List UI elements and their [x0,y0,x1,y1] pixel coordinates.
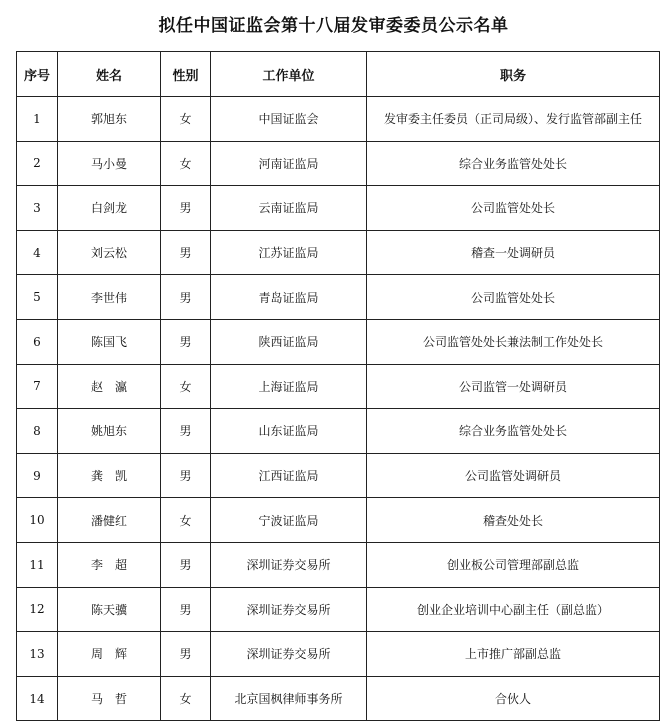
table-row [17,676,660,721]
table-row [17,542,660,587]
cell-position: 公司监管处处长 [367,275,660,320]
cell-name: 白剑龙 [58,186,161,231]
cell-work-unit: 宁波证监局 [211,498,367,543]
cell-position: 创业企业培训中心副主任（副总监） [367,587,660,632]
table-row [17,587,660,632]
cell-name: 姚旭东 [58,409,161,454]
cell-work-unit: 江西证监局 [211,453,367,498]
cell-name: 李世伟 [58,275,161,320]
document-title: 拟任中国证监会第十八届发审委委员公示名单 [158,16,509,36]
table-row [17,632,660,677]
cell-gender: 女 [161,141,211,186]
table-row [17,409,660,454]
table-row [17,275,660,320]
table-row [17,97,660,142]
cell-position: 发审委主任委员（正司局级）、发行监管部副主任 [367,97,660,142]
table-row [17,364,660,409]
table-row [17,141,660,186]
header-serial-number: 序号 [17,52,58,97]
cell-work-unit: 深圳证券交易所 [211,632,367,677]
cell-serial-number: 1 [17,97,58,142]
cell-gender: 男 [161,587,211,632]
cell-gender: 男 [161,542,211,587]
header-work-unit: 工作单位 [211,52,367,97]
cell-gender: 男 [161,409,211,454]
cell-serial-number: 14 [17,676,58,721]
cell-gender: 男 [161,319,211,364]
cell-work-unit: 深圳证券交易所 [211,542,367,587]
table-row [17,453,660,498]
cell-serial-number: 3 [17,186,58,231]
table-row [17,319,660,364]
cell-position: 创业板公司管理部副总监 [367,542,660,587]
header-name: 姓名 [58,52,161,97]
cell-work-unit: 河南证监局 [211,141,367,186]
cell-name: 龚 凯 [58,453,161,498]
table-row [17,186,660,231]
cell-work-unit: 青岛证监局 [211,275,367,320]
cell-position: 公司监管处处长 [367,186,660,231]
cell-name: 陈国飞 [58,319,161,364]
cell-work-unit: 北京国枫律师事务所 [211,676,367,721]
cell-name: 马 哲 [58,676,161,721]
cell-work-unit: 中国证监会 [211,97,367,142]
cell-position: 公司监管一处调研员 [367,364,660,409]
cell-position: 稽查一处调研员 [367,230,660,275]
cell-serial-number: 10 [17,498,58,543]
cell-name: 赵 瀛 [58,364,161,409]
cell-serial-number: 8 [17,409,58,454]
cell-position: 稽查处处长 [367,498,660,543]
table-row [17,230,660,275]
committee-member-table [16,51,660,721]
cell-serial-number: 11 [17,542,58,587]
cell-work-unit: 深圳证券交易所 [211,587,367,632]
cell-gender: 女 [161,676,211,721]
cell-work-unit: 山东证监局 [211,409,367,454]
cell-gender: 女 [161,97,211,142]
cell-name: 郭旭东 [58,97,161,142]
cell-gender: 男 [161,186,211,231]
cell-serial-number: 12 [17,587,58,632]
cell-name: 周 辉 [58,632,161,677]
cell-gender: 男 [161,632,211,677]
cell-name: 潘健红 [58,498,161,543]
cell-name: 李 超 [58,542,161,587]
cell-work-unit: 陕西证监局 [211,319,367,364]
cell-gender: 女 [161,364,211,409]
cell-position: 合伙人 [367,676,660,721]
table-header-row [17,52,660,97]
cell-gender: 女 [161,498,211,543]
cell-serial-number: 7 [17,364,58,409]
cell-position: 综合业务监管处处长 [367,409,660,454]
cell-position: 上市推广部副总监 [367,632,660,677]
cell-serial-number: 6 [17,319,58,364]
cell-serial-number: 4 [17,230,58,275]
cell-work-unit: 上海证监局 [211,364,367,409]
cell-serial-number: 9 [17,453,58,498]
cell-serial-number: 5 [17,275,58,320]
cell-work-unit: 江苏证监局 [211,230,367,275]
cell-name: 马小曼 [58,141,161,186]
cell-gender: 男 [161,453,211,498]
cell-serial-number: 13 [17,632,58,677]
header-position: 职务 [367,52,660,97]
cell-name: 陈天骥 [58,587,161,632]
cell-work-unit: 云南证监局 [211,186,367,231]
cell-position: 公司监管处处长兼法制工作处处长 [367,319,660,364]
cell-gender: 男 [161,275,211,320]
cell-position: 公司监管处调研员 [367,453,660,498]
header-gender: 性别 [161,52,211,97]
cell-position: 综合业务监管处处长 [367,141,660,186]
table-row [17,498,660,543]
cell-serial-number: 2 [17,141,58,186]
cell-name: 刘云松 [58,230,161,275]
cell-gender: 男 [161,230,211,275]
